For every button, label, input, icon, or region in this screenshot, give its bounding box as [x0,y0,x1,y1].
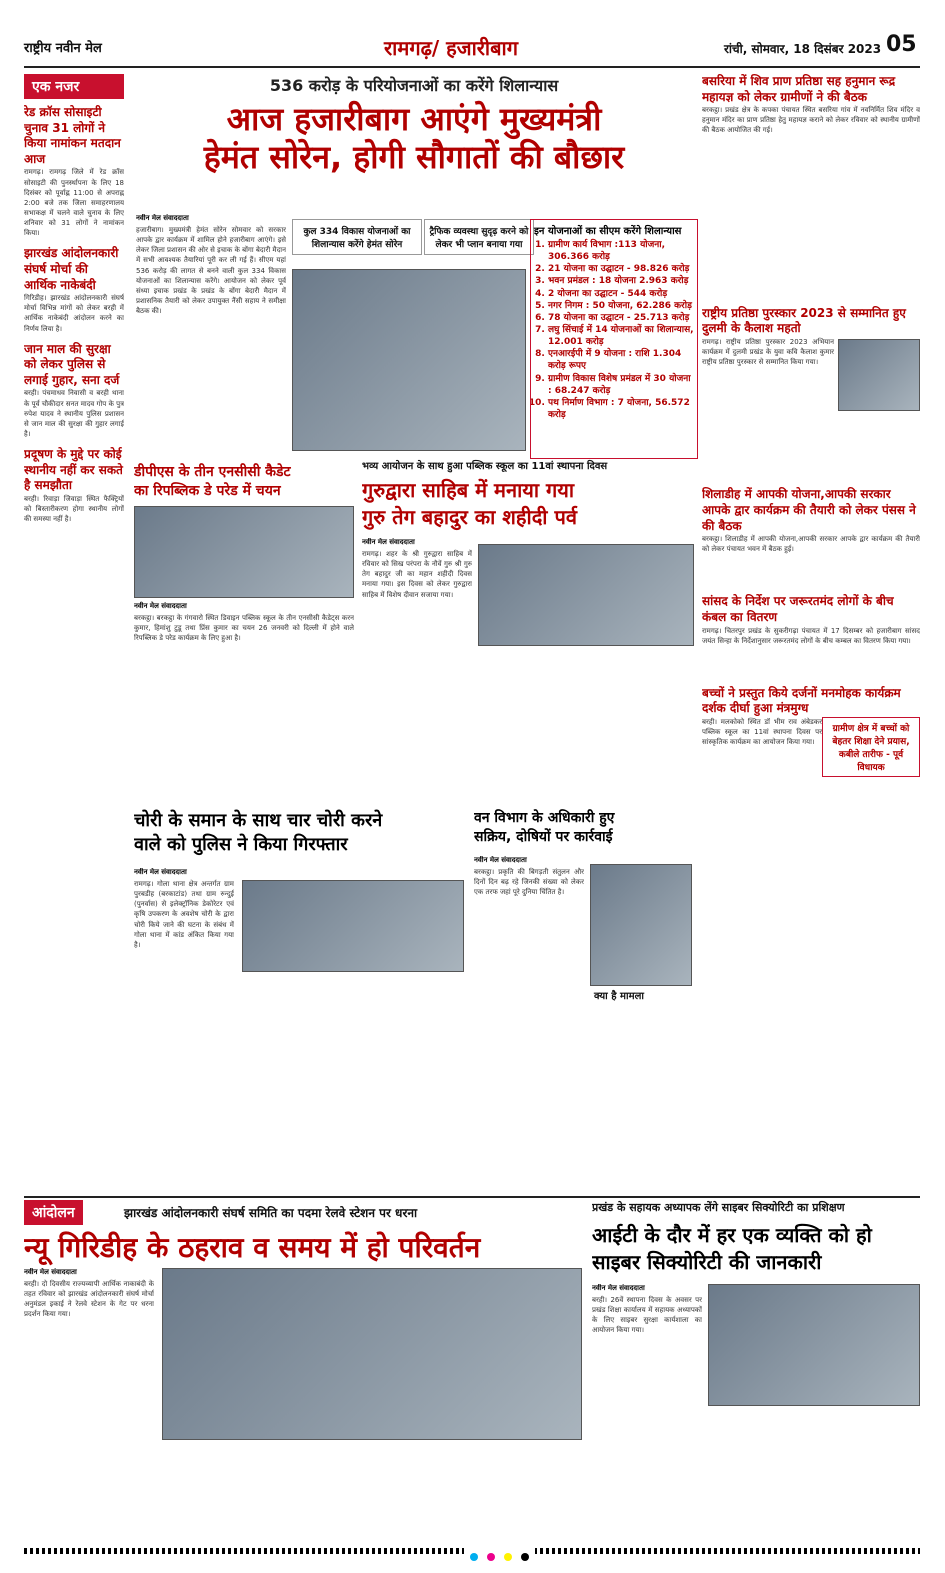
brief-headline: रेड क्रॉस सोसाइटी चुनाव 31 लोगों ने किया नामांकन मतदान आज [24,105,121,166]
gurudwara-story [362,458,694,800]
brief-headline: सांसद के निर्देश पर जरूरतमंद लोगों के बीच कंबल का वितरण [702,594,894,625]
brief-text: बरही। पंचमाधव निवासी व बरही थाना के पूर्व चौकीदार सनत मादव गोप के पुत्र रुपेश यादव ने स्थानीय पुलिस प्रशासन से जान माल की सुरक्षा की गुहार लगाई है। [24,389,124,439]
black-dot [521,1553,529,1561]
yellow-dot [504,1553,512,1561]
brief-headline: झारखंड आंदोलनकारी संघर्ष मोर्चा की आर्थिक नाकेबंदी [24,246,119,292]
brief-text: रामगढ़। रामगढ़ जिले में रेड क्रॉस सोसाइटी की पुनर्स्थापना के लिए 18 दिसंबर को पूर्वाह्न 11:00 से अपराह्न 2:00 बजे तक जिला समाहरणालय सभाकक्ष में चलने वाले चुनाव के लिए शनिवार को 31 लोगों ने नामांकन किया। [24,168,124,238]
byline: नवीन मेल संवाददाता [134,868,187,876]
ncc-text: बरकट्ठा। बरकट्ठा के गंगवारो स्थित डिवाइन पब्लिक स्कूल के तीन एनसीसी कैडेट्स करन कुमार, हिमांशु टुडू तथा प्रिंस कुमार का चयन 26 जनवरी को दिल्ली में होने वाले रिपब्लिक डे परेड कार्यक्रम के लिए हुआ है। [134,614,354,643]
person-photo [838,339,920,411]
byline: नवीन मेल संवाददाता [592,1284,645,1292]
brief-headline: बसरिया में शिव प्राण प्रतिष्ठा सह हनुमान रूद्र महायज्ञ को लेकर ग्रामीणों ने की बैठक [702,74,896,104]
section-title: रामगढ़/ हजारीबाग [384,36,518,60]
brief-item [24,447,124,524]
brief-item [702,685,920,774]
gurudwara-headline-line2: गुरु तेग बहादुर का शहीदी पर्व [362,505,577,529]
section-rule [24,1196,920,1198]
brief-headline: जान माल की सुरक्षा को लेकर पुलिस से लगाई गुहार, सना दर्ज [24,341,120,387]
left-column [24,74,124,894]
scheme-item: 10. पथ निर्माण विभाग : 7 योजना, 56.572 करोड़ [548,397,694,421]
brief-item [24,105,124,238]
cyber-text: बरही। 26वें स्थापना दिवस के अवसर पर प्रखंड शिक्षा कार्यालय में सहायक अध्यापकों के लिए साइबर सुरक्षा कार्यशाला का आयोजन किया गया। [592,1296,702,1335]
andolan-story [24,1200,584,1540]
brief-item [702,74,920,146]
cyber-headline-line1: आईटी के दौर में हर एक व्यक्ति को हो [592,1223,872,1247]
brief-item [24,246,124,333]
byline: नवीन मेल संवाददाता [134,602,187,610]
forest-body [474,856,584,1176]
callout-box: ग्रामीण क्षेत्र में बच्चों को बेहतर शिक्षा देने प्रयास, कबीले तारीफ - पूर्व विधायक [822,717,920,777]
brief-text: बरकट्ठा। शिलाडीह में आपकी योजना,आपकी सरकार आपके द्वार कार्यक्रम की तैयारी को लेकर पंचायत भवन में बैठक हुई। [702,535,920,554]
andolan-kicker: झारखंड आंदोलनकारी संघर्ष समिति का पदमा रेलवे स्टेशन पर धरना [124,1206,418,1220]
schemes-title: इन योजनाओं का सीएम करेंगे शिलान्यास [534,226,682,237]
brief-text: गिरिडीह। झारखंड आंदोलनकारी संघर्ष मोर्चा विभिन्न मांगों को लेकर बरही में आर्थिक नाकेबंदी आंदोलन करने का निर्णय लिया है। [24,294,124,333]
scheme-item: 4. 2 योजना का उद्घाटन - 544 करोड़ [548,288,694,300]
main-headline-line2: हेमंत सोरेन, होगी सौगातों की बौछार [203,138,625,177]
theft-text: रामगढ़। गोला थाना क्षेत्र अन्तर्गत ग्राम पुरबडीह (बरकाटांड) तथा ग्राम रुन्दुई (पुनर्वास) से इलेक्ट्रॉनिक डेकोरेटर एवं कृषि उपकरण के अवशेष चोरी के द्वारा चोरी किये जाने की घटना के संबंध में गोला थाना में कांड अंकित किया गया है। [134,880,234,949]
scheme-item: 2. 21 योजना का उद्घाटन - 98.826 करोड़ [548,263,694,275]
callout-box: कुल 334 विकास योजनाओं का शिलान्यास करेंगे हेमंत सोरेन [292,219,422,255]
brief-headline: बच्चों ने प्रस्तुत किये दर्जनों मनमोहक कार्यक्रम दर्शक दीर्घा हुआ मंत्रमुग्ध [702,685,901,716]
schemes-list [548,239,694,421]
byline: नवीन मेल संवाददाता [24,1268,77,1276]
andolan-text: बरही। दो दिवसीय राज्यव्यापी आर्थिक नाकाबंदी के तहत रविवार को झारखंड आंदोलनकारी संघर्ष मोर्चा अनुमंडल इकाई ने रेलवे स्टेशन के गेट पर धरना प्रदर्शन किया गया। [24,1280,154,1319]
andolan-body [24,1268,154,1528]
brief-item [702,306,920,368]
masthead-rule [24,66,920,68]
brief-text: बरही। रिवाड़ा जिवाड़ा स्थित फैक्ट्रियों को बिस्तारीकरण होगा स्थानीय लोगों की समस्या नहीं है। [24,494,124,524]
brief-text: रामगढ़। राष्ट्रीय प्रतिष्ठा पुरस्कार 2023 अभियान कार्यक्रम में दुलमी प्रखंड के युवा कवि कैलाश कुमार राष्ट्रीय प्रतिष्ठा पुरस्कार से सम्मानित किया गया। [702,337,834,367]
main-kicker: 536 करोड़ के परियोजनाओं का करेंगे शिलान्यास [269,76,559,95]
ncc-headline-line1: डीपीएस के तीन एनसीसी कैडेट [134,464,291,480]
gurudwara-photo [478,544,694,646]
cyber-headline-line2: साइबर सिक्योरिटी की जानकारी [592,1250,822,1274]
scheme-item: 3. भवन प्रमंडल : 18 योजना 2.963 करोड़ [548,275,694,287]
theft-story [134,808,464,1188]
gurudwara-headline-line1: गुरुद्वारा साहिब में मनाया गया [362,478,575,502]
cyber-body [592,1284,702,1524]
photo-caption: क्या है मामला [594,991,644,1002]
scheme-item: 5. नगर निगम : 50 योजना, 62.286 करोड़ [548,300,694,312]
masthead [24,30,920,66]
theft-body [134,868,234,1168]
cyber-kicker: प्रखंड के सहायक अध्यापक लेंगे साइबर सिक्योरिटी का प्रशिक्षण [592,1201,845,1214]
brand-logo: राष्ट्रीय नवीन मेल [24,41,102,56]
brief-text: रामगढ़। चितरपुर प्रखंड के सुकरीगढ़ा पंचायत में 17 दिसम्बर को हजारीबाग सांसद जयंत सिन्हा के निर्देशानुसार जरूरतमंद लोगों के बीच कम्बल का वितरण किया गया। [702,626,920,645]
byline: नवीन मेल संवाददाता [474,856,527,864]
andolan-headline: न्यू गिरिडीह के ठहराव व समय में हो परिवर्तन [24,1231,481,1264]
edition-date: रांची, सोमवार, 18 दिसंबर 2023 [724,42,882,56]
cyber-story [592,1200,920,1540]
main-body [136,214,286,444]
brief-text: बरही। मलकोको स्थित डॉ भीम राव अंबेडकर पब्लिक स्कूल का 11वां स्थापना दिवस पर सांस्कृतिक कार्यक्रम का आयोजन किया गया। [702,718,822,747]
brief-item [24,342,124,439]
main-story [134,74,694,454]
callout-box: ट्रैफिक व्यवस्था सुदृढ़ करने को लेकर भी प्लान बनाया गया [424,219,534,255]
byline: नवीन मेल संवाददाता [362,538,415,546]
forest-photo [590,864,692,986]
main-headline-line1: आज हजारीबाग आएंगे मुख्यमंत्री [226,100,602,138]
section-label: आंदोलन [24,1200,83,1225]
protest-photo [162,1268,582,1440]
cm-photo [292,269,526,451]
color-dots [464,1546,535,1565]
scheme-item: 7. लघु सिंचाई में 14 योजनाओं का शिलान्यास, 12.001 करोड़ [548,324,694,348]
column-header: एक नजर [24,74,124,99]
brief-item [702,487,920,554]
magenta-dot [487,1553,495,1561]
color-registration-bar [24,1548,920,1556]
arrest-photo [242,880,464,972]
forest-headline-line2: सक्रिय, दोषियों पर कार्रवाई [474,829,613,845]
workshop-photo [708,1284,920,1406]
ncc-headline-line2: का रिपब्लिक डे परेड में चयन [134,483,281,499]
schemes-box [530,219,698,459]
scheme-item: 8. एनआरईपी में 9 योजना : राशि 1.304 करोड़ रूपए [548,348,694,372]
page-number: 05 [886,32,917,57]
forest-story [474,808,694,1188]
brief-headline: प्रदूषण के मुद्दे पर कोई स्थानीय नहीं कर सकते है समझौता [24,447,123,493]
scheme-item: 1. ग्रामीण कार्य विभाग :113 योजना, 306.366 करोड़ [548,239,694,263]
cyan-dot [470,1553,478,1561]
byline: नवीन मेल संवाददाता [136,214,189,222]
main-text: हजारीबाग। मुख्यमंत्री हेमंत सोरेन सोमवार को सरकार आपके द्वार कार्यक्रम में शामिल होने हजारीबाग आएंगे। इसे लेकर जिला प्रशासन की ओर से इचाक के बोंगा बेदारी मैदान में सभी आवश्यक तैयारियां पूरी कर ली गई हैं। सीएम यहां 536 करोड़ की लागत से बनने वाली कुल 334 विकास योजनाओं का शिलान्यास करेंगे। आयोजन को लेकर पूर्व संध्या इचाक प्रखंड के प्रखंड के बोंगा बेदारी मैदान में प्रशासनिक तैयारी को लेकर उपायुक्त नैंसी सहाय ने समीक्षा बैठक की। [136,226,286,316]
ncc-story [134,462,354,800]
brief-headline: राष्ट्रीय प्रतिष्ठा पुरस्कार 2023 से सम्मानित हुए दुलमी के कैलाश महतो [702,305,906,336]
gurudwara-kicker: भव्य आयोजन के साथ हुआ पब्लिक स्कूल का 11वां स्थापना दिवस [362,461,608,472]
scheme-item: 6. 78 योजना का उद्घाटन - 25.713 करोड़ [548,312,694,324]
brief-text: बरकट्ठा। प्रखंड क्षेत्र के कपका पंचायत स्थित बसरिया गांव में नवनिर्मित शिव मंदिर व हनुमान मंदिर का प्राण प्रतिष्ठा हेतु महायज्ञ कराने को लेकर रविवार को स्थानीय ग्रामीणों की बैठक आयोजित की गई। [702,106,920,135]
forest-text: बरकट्ठा। प्रकृति की बिगड़ती संतुलन और दिनों दिन बढ़ रहे जिनकी संख्या को लेकर एक तरफ जहां पूरे दुनिया चिंतित है। [474,868,584,897]
theft-headline-line1: चोरी के समान के साथ चार चोरी करने [134,810,383,831]
theft-headline-line2: वाले को पुलिस ने किया गिरफ्तार [134,834,348,855]
gurudwara-body [362,538,472,798]
brief-item [702,594,920,645]
andolan-kicker-row [24,1200,584,1224]
scheme-item: 9. ग्रामीण विकास विशेष प्रमंडल में 30 योजना : 68.247 करोड़ [548,373,694,397]
right-column [702,74,920,1194]
gurudwara-text: रामगढ़। शहर के श्री गुरुद्वारा साहिब में रविवार को सिख परंपरा के नौवें गुरु श्री गुरु तेग बहादुर जी का महान शहीदी दिवस मनाया गया। इस दिवस को लेकर गुरुद्वारा साहिब में विशेष दीवान सजाया गया। [362,550,472,599]
brief-headline: शिलाडीह में आपकी योजना,आपकी सरकार आपके द्वार कार्यक्रम की तैयारी को लेकर पंसस ने की बैठक [702,487,916,533]
forest-headline-line1: वन विभाग के अधिकारी हुए [474,810,615,826]
cadets-photo [134,506,354,598]
